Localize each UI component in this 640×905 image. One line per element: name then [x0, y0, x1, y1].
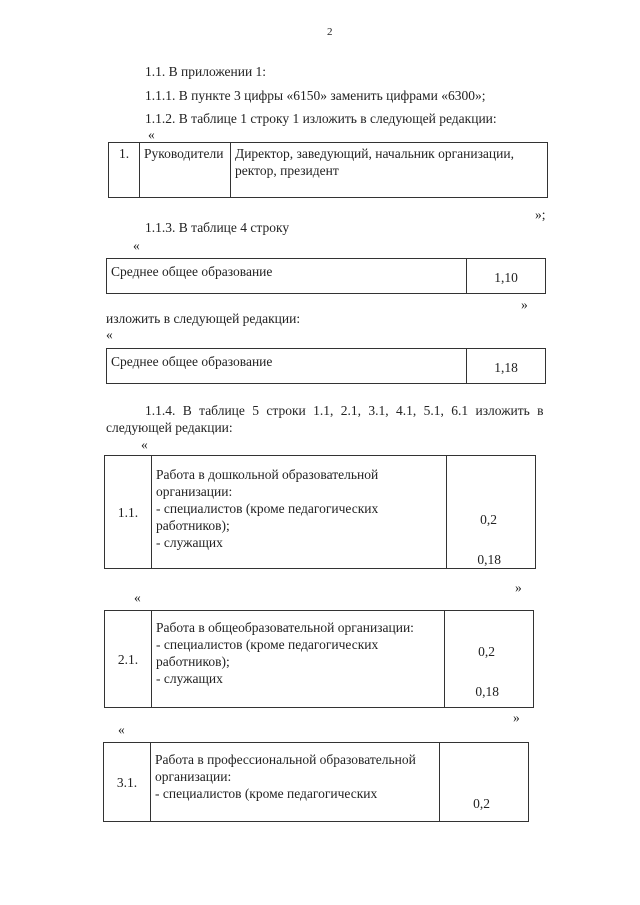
row-title: Среднее общее образование — [107, 259, 467, 294]
desc-line: Директор, заведующий, начальник организации, — [235, 146, 514, 161]
desc-line: - специалистов (кроме педагогических — [156, 501, 379, 516]
open-quote: « — [106, 327, 113, 342]
row-description — [151, 743, 440, 822]
clause-1-1: 1.1. В приложении 1: — [145, 64, 267, 79]
row-description — [152, 456, 447, 569]
row-values — [440, 743, 529, 822]
table-1-row — [108, 142, 548, 198]
row-title: Руководители — [140, 143, 231, 198]
row-value: 1,18 — [467, 349, 546, 384]
row-description — [152, 611, 445, 708]
value-employees: 0,18 — [477, 552, 501, 567]
value-specialists: 0,2 — [480, 512, 497, 527]
row-number: 1. — [109, 143, 140, 198]
desc-line: - служащих — [156, 535, 223, 550]
open-quote: « — [148, 127, 155, 142]
desc-line: работников); — [156, 518, 230, 533]
page-number: 2 — [327, 26, 333, 38]
desc-line: Работа в дошкольной образовательной — [156, 467, 379, 482]
desc-line: организации: — [156, 484, 233, 499]
row-values — [445, 611, 534, 708]
open-quote: « — [141, 437, 148, 452]
table-4-row-old — [106, 258, 546, 294]
clause-1-1-3: 1.1.3. В таблице 4 строку — [145, 220, 290, 235]
desc-line: Работа в общеобразовательной организации: — [156, 620, 414, 635]
row-value: 1,10 — [467, 259, 546, 294]
clause-1-1-4-line1: 1.1.4. В таблице 5 строки 1.1, 2.1, 3.1, 4.1, 5.1, 6.1 изложить в — [145, 403, 544, 418]
open-quote: « — [133, 238, 140, 253]
row-values — [447, 456, 536, 569]
desc-line: - служащих — [156, 671, 223, 686]
desc-line: - специалистов (кроме педагогических — [156, 637, 379, 652]
close-quote: » — [515, 580, 522, 595]
close-quote: »; — [535, 207, 546, 222]
clause-1-1-4-line2: следующей редакции: — [106, 420, 233, 435]
value-employees: 0,18 — [475, 684, 499, 699]
clause-1-1-1: 1.1.1. В пункте 3 цифры «6150» заменить цифрами «6300»; — [145, 88, 486, 103]
open-quote: « — [118, 722, 125, 737]
open-quote: « — [134, 590, 141, 605]
table-5-row-2-1 — [104, 610, 534, 708]
close-quote: » — [513, 710, 520, 725]
close-quote: » — [521, 297, 528, 312]
desc-line: ректор, президент — [235, 163, 339, 178]
table-4-row-new — [106, 348, 546, 384]
desc-line: - специалистов (кроме педагогических — [155, 786, 378, 801]
replace-text: изложить в следующей редакции: — [106, 311, 301, 326]
row-number: 3.1. — [104, 743, 151, 822]
clause-1-1-2: 1.1.2. В таблице 1 строку 1 изложить в следующей редакции: — [145, 111, 497, 126]
value-specialists: 0,2 — [478, 644, 495, 659]
row-number: 1.1. — [105, 456, 152, 569]
row-number: 2.1. — [105, 611, 152, 708]
desc-line: организации: — [155, 769, 232, 784]
desc-line: Работа в профессиональной образовательной — [155, 752, 416, 767]
value-specialists: 0,2 — [473, 796, 490, 811]
row-title: Среднее общее образование — [107, 349, 467, 384]
table-5-row-1-1 — [104, 455, 536, 569]
row-description — [231, 143, 548, 198]
desc-line: работников); — [156, 654, 230, 669]
table-5-row-3-1 — [103, 742, 529, 822]
